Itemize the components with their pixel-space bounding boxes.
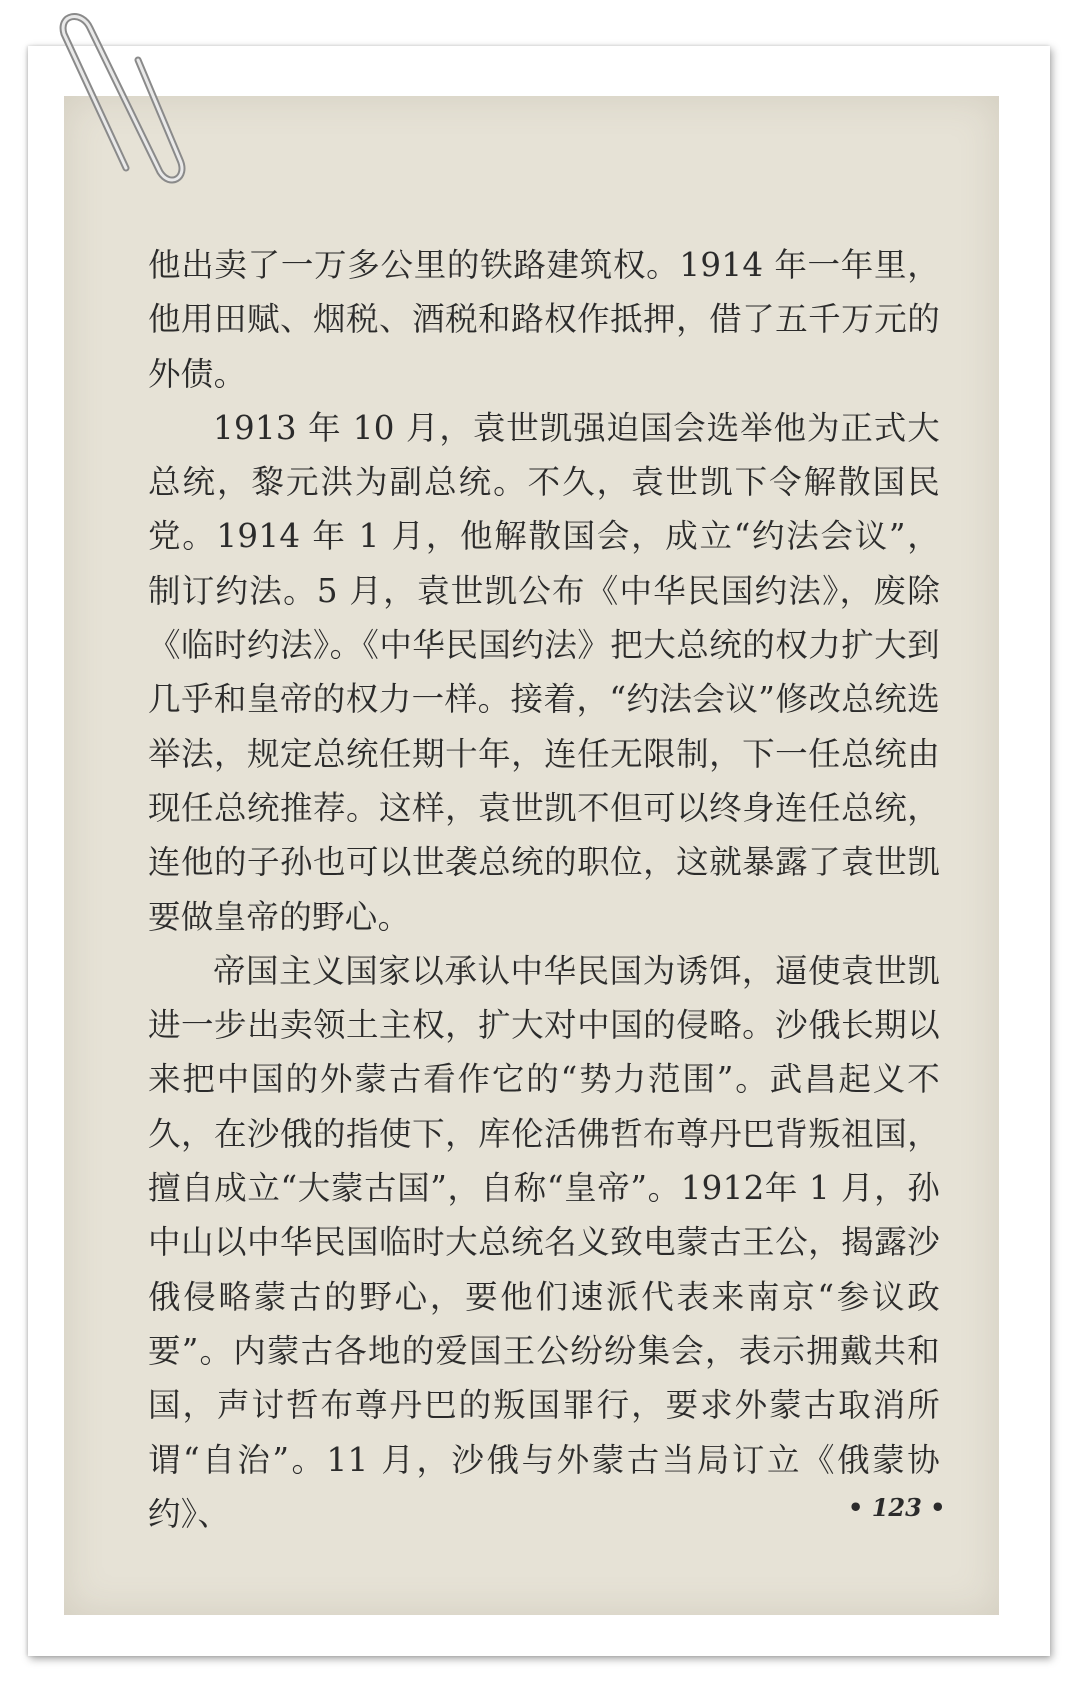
paragraph-2: 1913 年 10 月，袁世凯强迫国会选举他为正式大总统，黎元洪为副总统。不久，袁世凯下令解散国民党。1914 年 1 月，他解散国会，成立“约法会议”，制订约法。5 月，袁世凯公布《中华民国约法》，废除《临时约法》。《中华民国约法》把大总统的权力扩大到几乎和皇帝的权力一样。接着，“约法会议”修改总统选举法，规定总统任期十年，连任无限制，下一任总统由现任总统推荐。这样，袁世凯不但可以终身连任总统，连他的子孙也可以世袭总统的职位，这就暴露了袁世凯要做皇帝的野心。: [148, 408, 940, 936]
body-text: [148, 238, 940, 1541]
paragraph-1: 他出卖了一万多公里的铁路建筑权。1914 年一年里，他用田赋、烟税、酒税和路权作抵押，借了五千万元的外债。: [148, 246, 940, 393]
paragraph-3: 帝国主义国家以承认中华民国为诱饵，逼使袁世凯进一步出卖领土主权，扩大对中国的侵略。沙俄长期以来把中国的外蒙古看作它的“势力范围”。武昌起义不久，在沙俄的指使下，库伦活佛哲布尊丹巴背叛祖国，擅自成立“大蒙古国”，自称“皇帝”。1912年 1 月，孙中山以中华民国临时大总统名义致电蒙古王公，揭露沙俄侵略蒙古的野心，要他们速派代表来南京“参议政要”。内蒙古各地的爱国王公纷纷集会，表示拥戴共和国，声讨哲布尊丹巴的叛国罪行，要求外蒙古取消所谓“自治”。11 月，沙俄与外蒙古当局订立《俄蒙协约》、: [148, 951, 940, 1533]
page-number: • 123 •: [848, 1493, 946, 1522]
paperclip-icon: [30, 0, 190, 190]
